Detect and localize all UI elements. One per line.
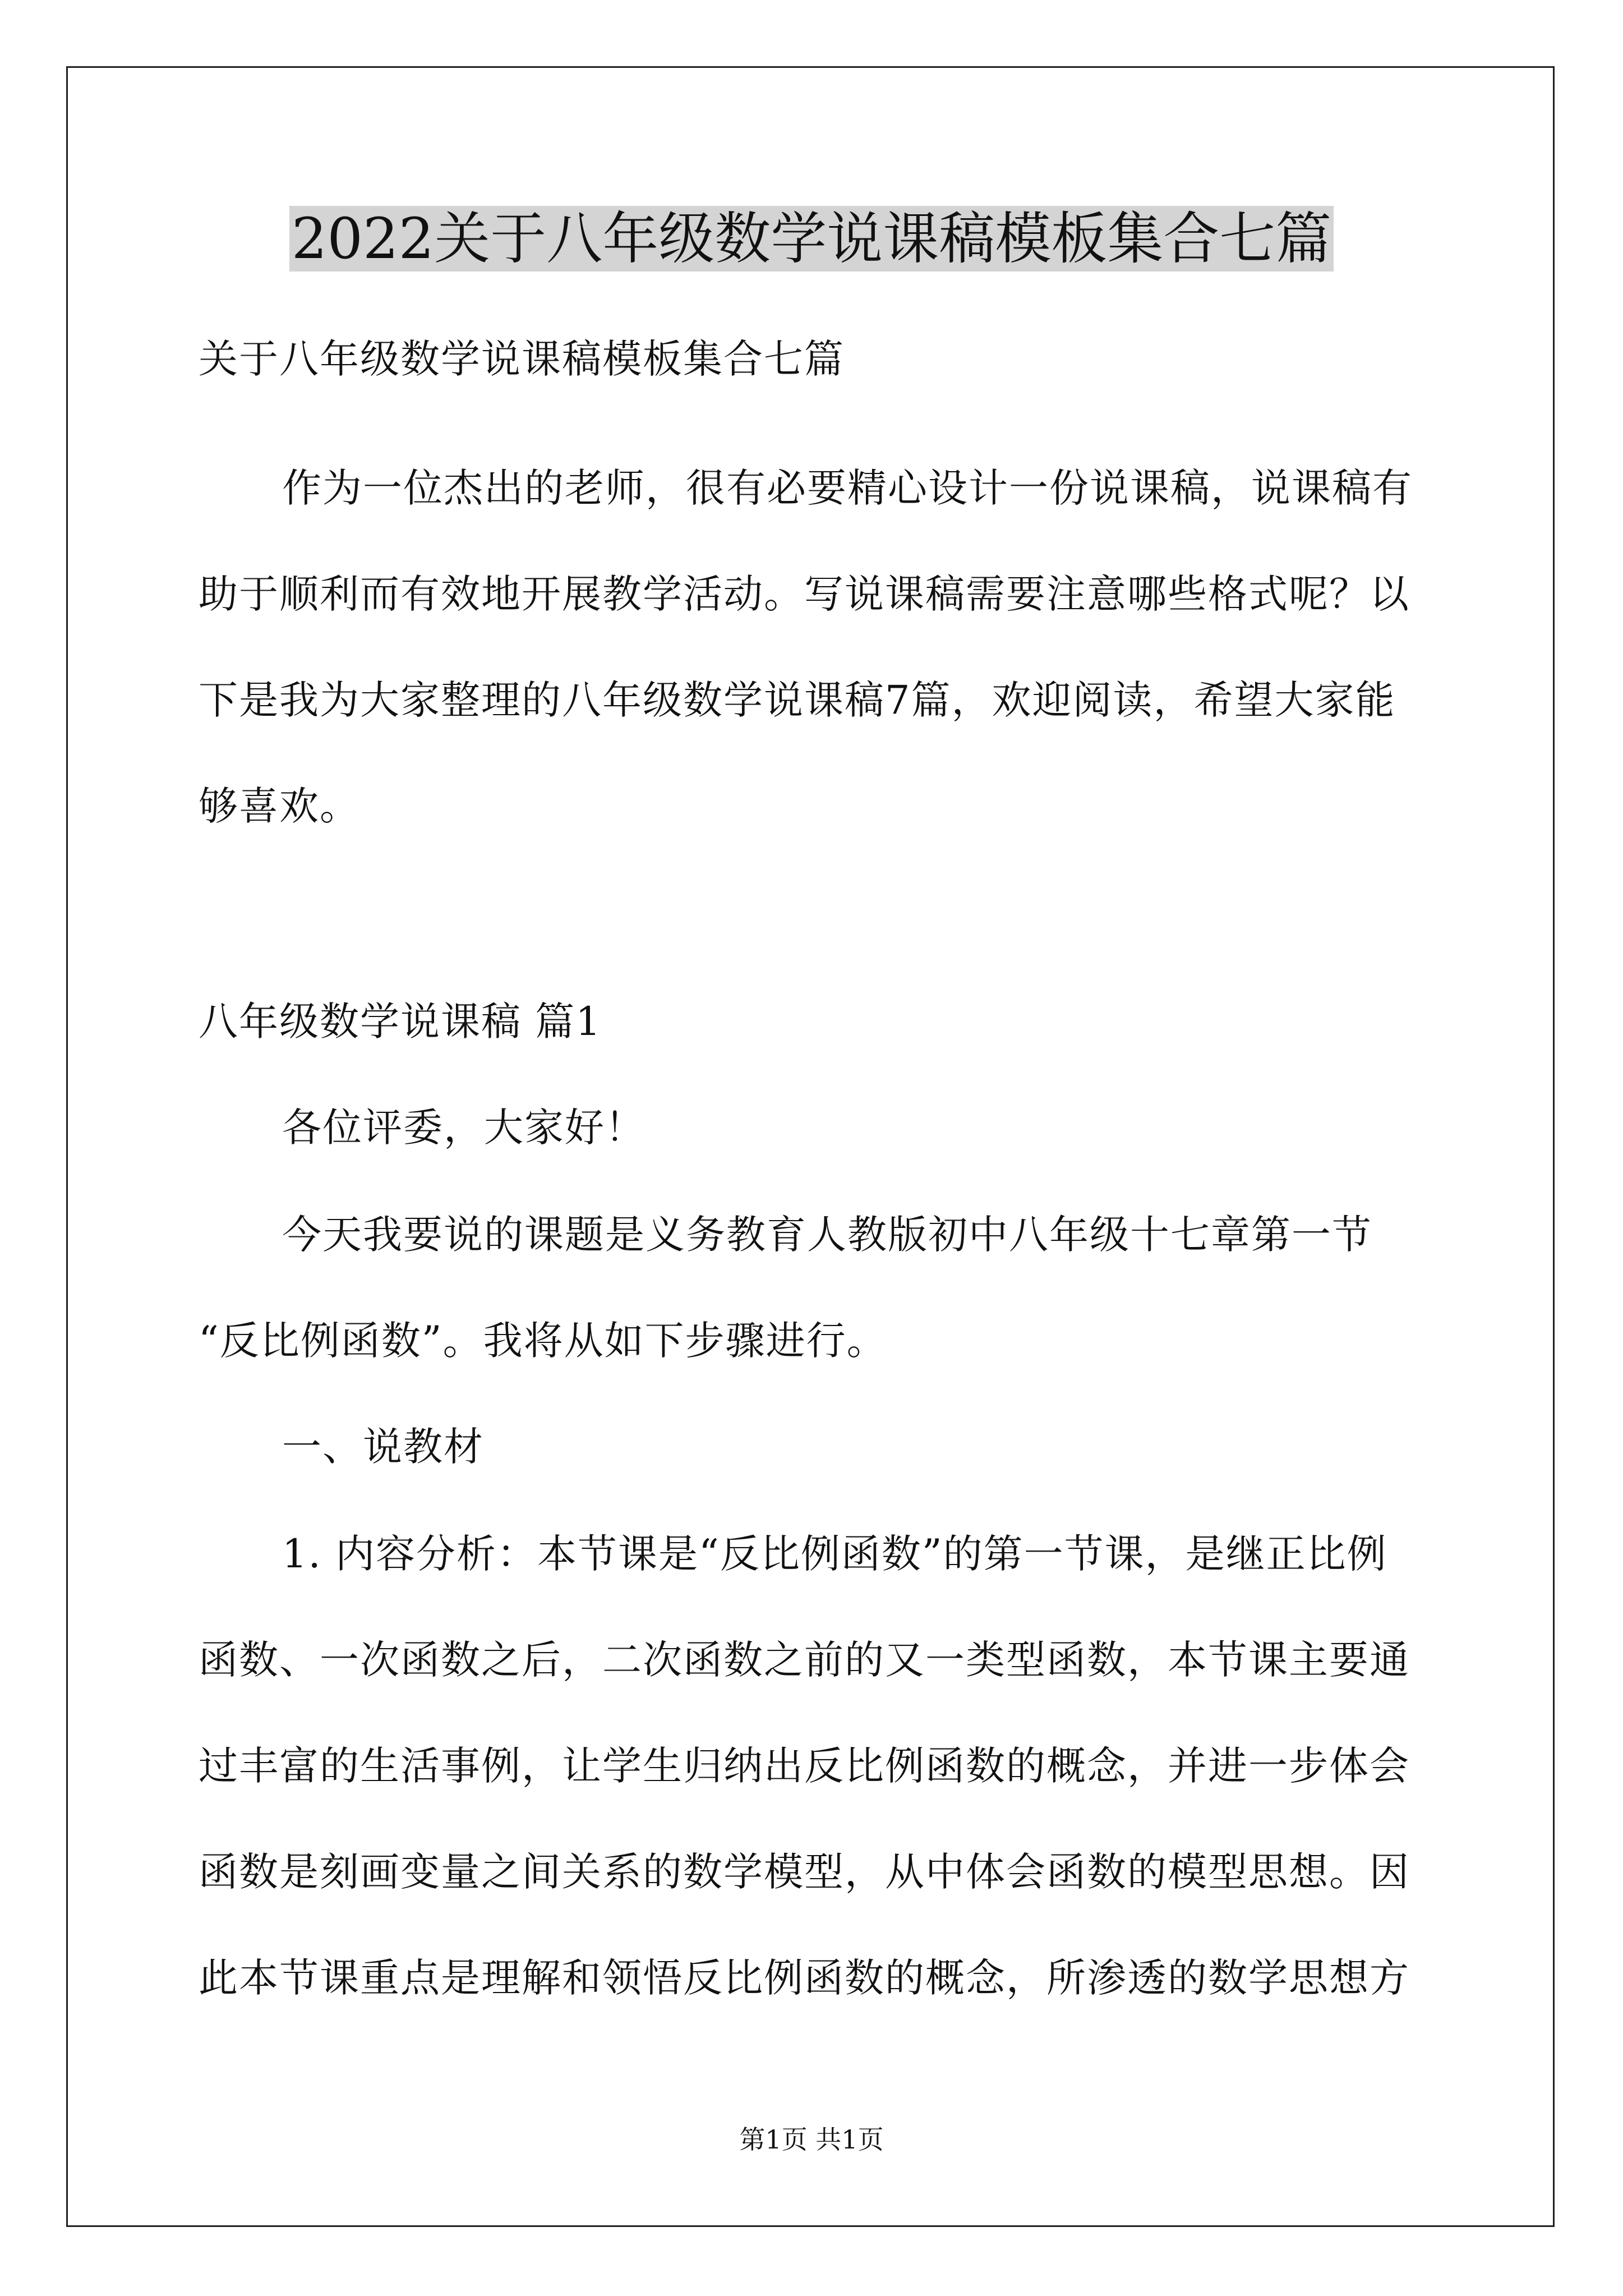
part-heading: 一、说教材 [282,1424,484,1470]
greeting: 各位评委，大家好！ [282,1105,645,1151]
document-title [0,200,1623,278]
analysis-line: 此本节课重点是理解和领悟反比例函数的概念，所渗透的数学思想方 [199,1955,1410,2001]
intro-line: 够喜欢。 [199,783,360,829]
section-heading: 八年级数学说课稿 篇1 [199,999,602,1045]
topic-line: “反比例函数”。我将从如下步骤进行。 [199,1318,887,1364]
analysis-line: 1. 内容分析：本节课是“反比例函数”的第一节课，是继正比例 [282,1531,1387,1577]
intro-line: 助于顺利而有效地开展教学活动。写说课稿需要注意哪些格式呢？以 [199,571,1410,617]
intro-line: 下是我为大家整理的八年级数学说课稿7篇，欢迎阅读，希望大家能 [199,677,1396,723]
analysis-line: 函数是刻画变量之间关系的数学模型，从中体会函数的模型思想。因 [199,1849,1410,1895]
intro-line: 作为一位杰出的老师，很有必要精心设计一份说课稿，说课稿有 [282,465,1413,511]
topic-line: 今天我要说的课题是义务教育人教版初中八年级十七章第一节 [282,1212,1372,1258]
subtitle: 关于八年级数学说课稿模板集合七篇 [199,336,845,382]
analysis-line: 过丰富的生活事例，让学生归纳出反比例函数的概念，并进一步体会 [199,1743,1410,1789]
title-highlight: 2022关于八年级数学说课稿模板集合七篇 [289,206,1334,272]
analysis-line: 函数、一次函数之后，二次函数之前的又一类型函数，本节课主要通 [199,1637,1410,1683]
page-footer: 第1页 共1页 [739,2124,884,2155]
